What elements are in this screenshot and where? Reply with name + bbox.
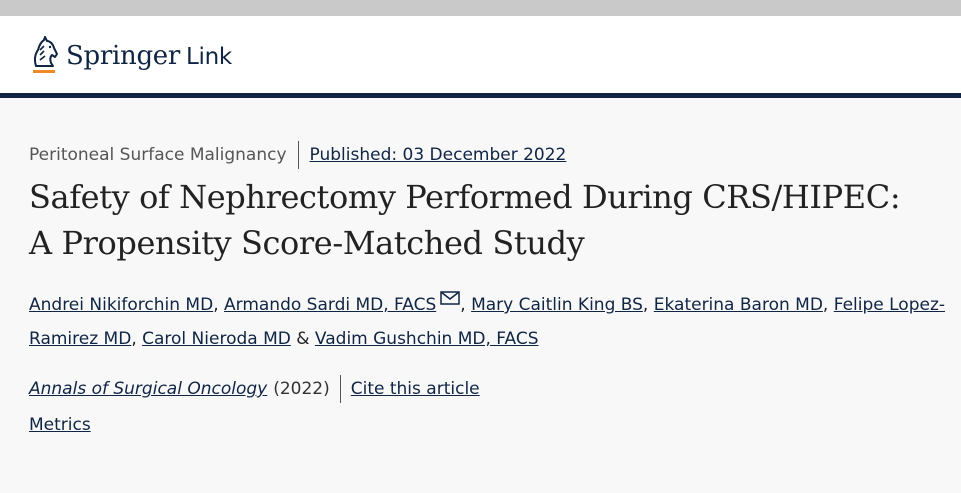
author-link[interactable]: Armando Sardi MD, FACS (224, 295, 437, 315)
author-separator: , (822, 295, 829, 315)
author-separator: , (642, 295, 649, 315)
author-link[interactable]: Andrei Nikiforchin MD (29, 295, 214, 315)
article-title (29, 174, 959, 266)
article-meta (29, 141, 566, 169)
logo-brand: Springer (66, 41, 181, 71)
author-link[interactable]: Mary Caitlin King BS (471, 295, 643, 315)
springer-horse-logo-icon (28, 36, 60, 76)
article-title-line-1: Safety of Nephrectomy Performed During CRS/HIPEC: (29, 178, 901, 216)
header-divider (0, 93, 961, 98)
meta-divider (298, 141, 299, 169)
journal-divider (340, 375, 341, 403)
metrics-link[interactable]: Metrics (29, 415, 91, 435)
author-list (29, 288, 949, 356)
published-date-link[interactable]: Published: 03 December 2022 (309, 145, 567, 165)
author-separator: , (213, 295, 219, 315)
springer-link-logo[interactable] (28, 36, 232, 76)
journal-year: (2022) (273, 379, 330, 399)
logo-suffix: Link (186, 44, 232, 70)
cite-article-link[interactable]: Cite this article (350, 379, 480, 399)
author-link[interactable]: Ekaterina Baron MD (653, 295, 823, 315)
logo-wordmark (66, 41, 232, 71)
browser-top-strip (0, 0, 961, 16)
author-link[interactable]: Vadim Gushchin MD, FACS (314, 329, 539, 349)
author-separator: , (460, 295, 466, 315)
journal-link[interactable]: Annals of Surgical Oncology (29, 379, 268, 399)
author-separator: , (131, 329, 137, 349)
journal-line (29, 375, 480, 403)
article-category: Peritoneal Surface Malignancy (29, 145, 287, 165)
mail-icon[interactable] (440, 291, 460, 305)
author-ampersand: & (296, 329, 310, 349)
metrics-section (29, 415, 91, 435)
author-link[interactable]: Felipe Lopez-Ramirez MD (29, 295, 946, 349)
author-link[interactable]: Carol Nieroda MD (142, 329, 291, 349)
article-title-line-2: A Propensity Score-Matched Study (29, 224, 585, 262)
